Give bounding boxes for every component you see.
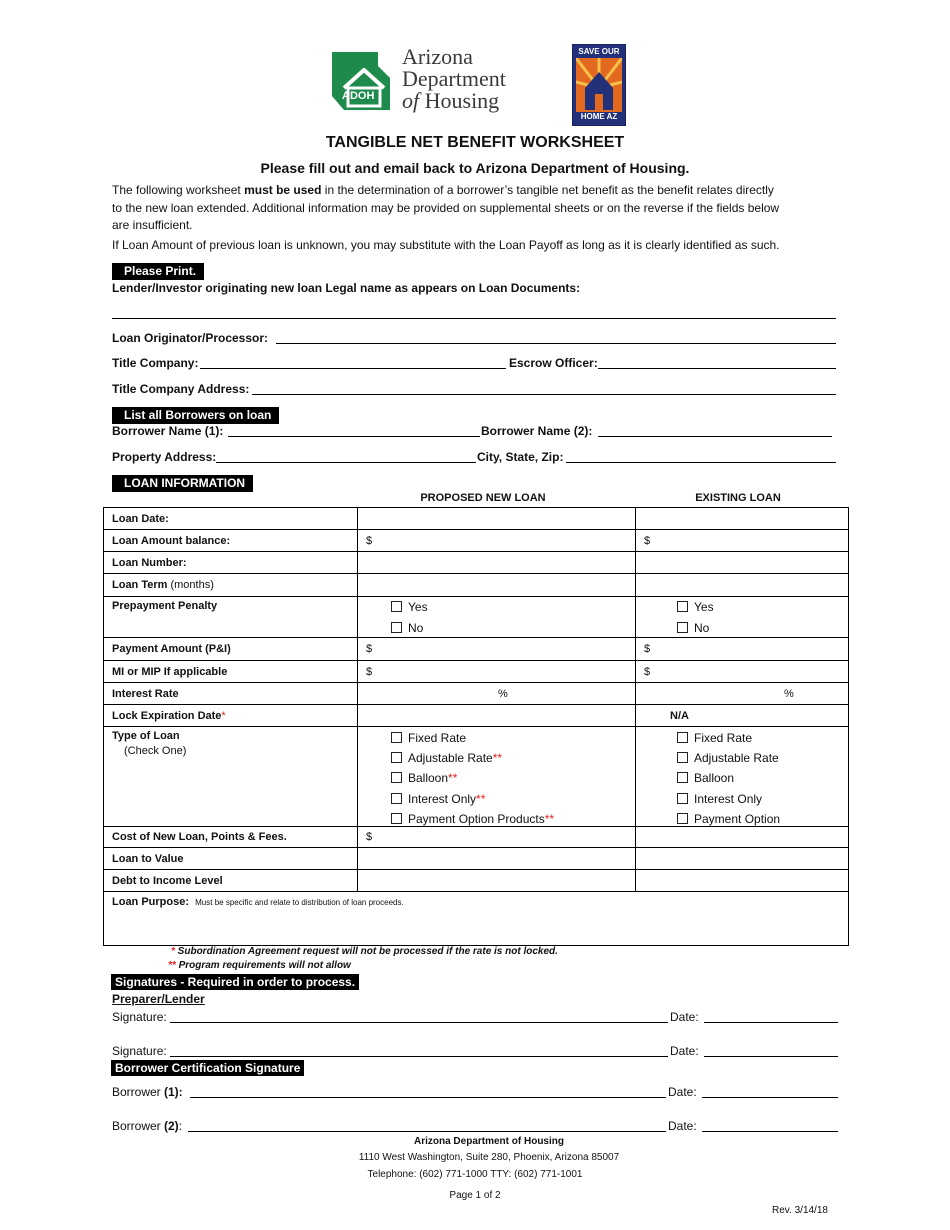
type-existing-adjustable[interactable]: Adjustable Rate: [677, 751, 779, 765]
table-row: [104, 870, 849, 892]
table-row: [104, 892, 849, 946]
title-address-field[interactable]: [252, 394, 836, 395]
dti-existing[interactable]: [636, 870, 849, 892]
lender-label: Lender/Investor originating new loan Legal name as appears on Loan Documents:: [112, 281, 581, 295]
agency-line-3: of Housing: [402, 88, 500, 113]
type-new-fixed[interactable]: Fixed Rate: [391, 731, 466, 745]
property-address-label: Property Address:: [112, 450, 217, 464]
table-row: [104, 530, 849, 552]
loan-date-new[interactable]: [358, 508, 636, 530]
city-state-zip-label: City, State, Zip:: [477, 450, 564, 464]
date-label-2: Date:: [670, 1044, 699, 1058]
originator-label: Loan Originator/Processor:: [112, 331, 269, 345]
preparer-date-1[interactable]: [704, 1022, 838, 1023]
payment-amount-label: Payment Amount (P&I): [104, 638, 358, 661]
checkbox-icon[interactable]: [677, 772, 688, 783]
type-new-payment-option[interactable]: Payment Option Products**: [391, 812, 554, 826]
table-row: [104, 638, 849, 661]
escrow-officer-label: Escrow Officer:: [509, 356, 598, 370]
page-subtitle: Please fill out and email back to Arizona Department of Housing.: [260, 160, 690, 176]
borrower2-label: Borrower Name (2):: [481, 424, 593, 438]
borrower1-label: Borrower Name (1):: [112, 424, 224, 438]
mi-new[interactable]: $: [358, 661, 636, 683]
loan-date-existing[interactable]: [636, 508, 849, 530]
checkbox-icon[interactable]: [391, 622, 402, 633]
loan-term-label: Loan Term (months): [104, 574, 358, 597]
preparer-lender-label: Preparer/Lender: [112, 992, 205, 1006]
please-print-header: Please Print.: [112, 263, 204, 280]
badge-bottom-text: HOME AZ: [580, 112, 618, 121]
checkbox-icon[interactable]: [391, 752, 402, 763]
property-address-field[interactable]: [216, 462, 476, 463]
table-row: [104, 848, 849, 870]
save-our-home-badge: [572, 44, 626, 126]
checkbox-icon[interactable]: [391, 772, 402, 783]
lock-expiration-new[interactable]: [358, 705, 636, 727]
col-header-existing: EXISTING LOAN: [695, 492, 781, 504]
cost-existing[interactable]: [636, 827, 849, 848]
footer-org: Arizona Department of Housing: [413, 1136, 564, 1147]
checkbox-icon[interactable]: [391, 813, 402, 824]
type-existing-payment-option[interactable]: Payment Option: [677, 812, 780, 826]
page-title: TANGIBLE NET BENEFIT WORKSHEET: [325, 134, 625, 151]
footer-phone: Telephone: (602) 771-1000 TTY: (602) 771-1001: [367, 1169, 583, 1180]
date-label-3: Date:: [668, 1085, 697, 1099]
table-row: [104, 552, 849, 574]
interest-rate-label: Interest Rate: [104, 683, 358, 705]
date-label-1: Date:: [670, 1010, 699, 1024]
signature-label-1: Signature:: [112, 1010, 167, 1024]
payment-amount-new[interactable]: $: [358, 638, 636, 661]
loan-type-label: Type of Loan (Check One): [104, 727, 358, 827]
checkbox-icon[interactable]: [677, 813, 688, 824]
table-row: [104, 683, 849, 705]
lender-field[interactable]: [112, 318, 836, 319]
payment-amount-existing[interactable]: $: [636, 638, 849, 661]
loan-term-existing[interactable]: [636, 574, 849, 597]
table-row: [104, 705, 849, 727]
ltv-existing[interactable]: [636, 848, 849, 870]
interest-rate-existing[interactable]: %: [636, 683, 849, 705]
checkbox-icon[interactable]: [677, 601, 688, 612]
borrower2-signature[interactable]: [188, 1131, 666, 1132]
borrowers-header: List all Borrowers on loan: [112, 407, 279, 424]
borrower2-date[interactable]: [702, 1131, 838, 1132]
agency-line-2: Department: [402, 66, 506, 91]
table-row: [104, 574, 849, 597]
loan-information-header: LOAN INFORMATION: [112, 475, 253, 492]
page-number: Page 1 of 2: [449, 1190, 501, 1201]
adoh-house-icon: [328, 48, 394, 114]
loan-term-new[interactable]: [358, 574, 636, 597]
agency-line-1: Arizona: [402, 44, 473, 69]
borrower1-date[interactable]: [702, 1097, 838, 1098]
date-label-4: Date:: [668, 1119, 697, 1133]
mi-existing[interactable]: $: [636, 661, 849, 683]
preparer-signature-2[interactable]: [170, 1056, 668, 1057]
ltv-new[interactable]: [358, 848, 636, 870]
badge-top-text: SAVE OUR: [578, 47, 620, 56]
table-row: [104, 508, 849, 530]
signatures-header: Signatures - Required in order to process.: [111, 974, 359, 990]
dti-new[interactable]: [358, 870, 636, 892]
prepay-new-yes[interactable]: Yes: [391, 600, 428, 614]
mi-label: MI or MIP If applicable: [104, 661, 358, 683]
prepayment-penalty-label: Prepayment Penalty: [104, 597, 358, 638]
type-new-interest-only[interactable]: Interest Only**: [391, 792, 485, 806]
agency-name: [402, 46, 506, 112]
type-existing-balloon[interactable]: Balloon: [677, 771, 734, 785]
cost-new[interactable]: $: [358, 827, 636, 848]
ltv-label: Loan to Value: [104, 848, 358, 870]
signature-label-2: Signature:: [112, 1044, 167, 1058]
footer-address: 1110 West Washington, Suite 280, Phoenix, Arizona 85007: [358, 1152, 620, 1163]
loan-number-new[interactable]: [358, 552, 636, 574]
loan-amount-label: Loan Amount balance:: [104, 530, 358, 552]
borrower-certification-header: Borrower Certification Signature: [111, 1060, 304, 1076]
checkbox-icon[interactable]: [391, 601, 402, 612]
checkbox-icon[interactable]: [677, 793, 688, 804]
footnote-rate-lock: * Subordination Agreement request will not be processed if the rate is not locked.: [171, 946, 558, 957]
borrower2-signature-label: Borrower (2):: [112, 1119, 183, 1133]
preparer-date-2[interactable]: [704, 1056, 838, 1057]
prepay-existing-no[interactable]: No: [677, 621, 709, 635]
prepay-existing-yes[interactable]: Yes: [677, 600, 714, 614]
lock-expiration-existing: N/A: [636, 705, 849, 727]
borrower2-field[interactable]: [598, 436, 832, 437]
intro-paragraph: The following worksheet must be used in the determination of a borrower’s tangible net benefit as the benefit relates directly to the new loan extended. Additional information may be provided on supplemental sheets or on the reverse if the fields below are insufficient. If Loan Amount of previous loan is unknown, you may substitute with the Loan Payoff as long as it is clearly identified as such.: [112, 183, 780, 252]
loan-date-label: Loan Date:: [104, 508, 358, 530]
loan-purpose-field[interactable]: Loan Purpose: Must be specific and relate to distribution of loan proceeds.: [104, 892, 849, 946]
checkbox-icon[interactable]: [677, 622, 688, 633]
title-address-label: Title Company Address:: [112, 382, 250, 396]
escrow-officer-field[interactable]: [598, 368, 836, 369]
type-new-adjustable[interactable]: Adjustable Rate**: [391, 751, 502, 765]
borrower1-signature[interactable]: [190, 1097, 666, 1098]
borrower1-signature-label: Borrower (1):: [112, 1085, 183, 1099]
title-company-label: Title Company:: [112, 356, 199, 370]
title-company-field[interactable]: [200, 368, 506, 369]
checkbox-icon[interactable]: [391, 793, 402, 804]
loan-information-table: [103, 507, 849, 946]
checkbox-icon[interactable]: [677, 732, 688, 743]
borrower1-field[interactable]: [228, 436, 480, 437]
adoh-logo: [328, 48, 394, 114]
type-new-balloon[interactable]: Balloon**: [391, 771, 457, 785]
prepayment-existing: [636, 597, 849, 638]
lock-expiration-label: Lock Expiration Date*: [104, 705, 358, 727]
loan-number-existing[interactable]: [636, 552, 849, 574]
interest-rate-new[interactable]: %: [358, 683, 636, 705]
city-state-zip-field[interactable]: [566, 462, 836, 463]
checkbox-icon[interactable]: [677, 752, 688, 763]
type-existing-fixed[interactable]: Fixed Rate: [677, 731, 752, 745]
type-existing-interest-only[interactable]: Interest Only: [677, 792, 762, 806]
loan-amount-new[interactable]: $: [358, 530, 636, 552]
sunburst-house-icon: [576, 58, 622, 112]
footnote-program: ** Program requirements will not allow: [168, 960, 351, 971]
col-header-proposed: PROPOSED NEW LOAN: [420, 492, 546, 504]
checkbox-icon[interactable]: [391, 732, 402, 743]
prepay-new-no[interactable]: No: [391, 621, 423, 635]
loan-number-label: Loan Number:: [104, 552, 358, 574]
adoh-logo-text: ADOH: [342, 90, 375, 102]
dti-label: Debt to Income Level: [104, 870, 358, 892]
table-row: [104, 661, 849, 683]
revision-date: Rev. 3/14/18: [772, 1205, 828, 1216]
preparer-signature-1[interactable]: [170, 1022, 668, 1023]
loan-amount-existing[interactable]: $: [636, 530, 849, 552]
originator-field[interactable]: [276, 343, 836, 344]
table-row: [104, 827, 849, 848]
table-row: [104, 597, 849, 638]
cost-label: Cost of New Loan, Points & Fees.: [104, 827, 358, 848]
